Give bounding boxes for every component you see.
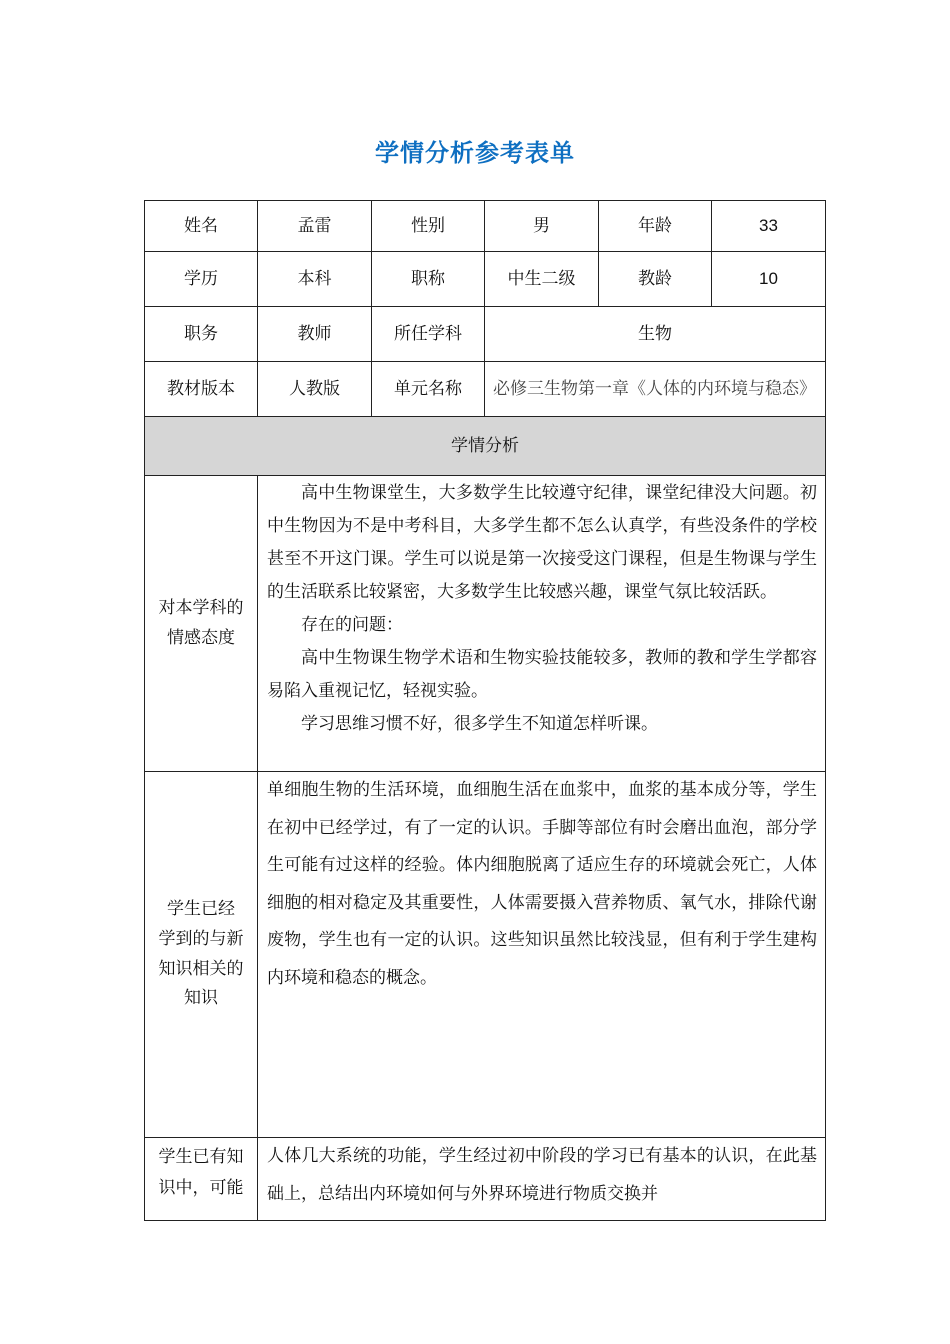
education-label: 学历 xyxy=(145,252,258,307)
attitude-paragraph: 高中生物课生物学术语和生物实验技能较多，教师的教和学生学都容易陷入重视记忆，轻视实验。 xyxy=(267,648,817,701)
known-knowledge-row xyxy=(145,772,826,1138)
title-rank-value: 中生二级 xyxy=(485,252,599,307)
prior-label-line: 学生已有知 xyxy=(158,1147,244,1167)
prior-knowledge-text: 人体几大系统的功能，学生经过初中阶段的学习已有基本的认识，在此基础上，总结出内环境如何与外界环境进行物质交换并 xyxy=(267,1146,817,1204)
known-label-line: 知识 xyxy=(184,988,218,1009)
age-label: 年龄 xyxy=(599,201,712,252)
textbook-value: 人教版 xyxy=(258,362,372,417)
known-label-line: 知识相关的 xyxy=(158,958,244,979)
attitude-paragraph: 学习思维习惯不好，很多学生不知道怎样听课。 xyxy=(301,714,658,734)
info-row-2 xyxy=(145,252,826,307)
unit-label: 单元名称 xyxy=(372,362,485,417)
info-row-3 xyxy=(145,307,826,362)
subject-value: 生物 xyxy=(485,307,826,362)
prior-knowledge-row xyxy=(145,1138,826,1221)
attitude-content xyxy=(258,476,826,772)
known-label-line: 学生已经 xyxy=(167,899,235,919)
name-label: 姓名 xyxy=(145,201,258,252)
section-header-row xyxy=(145,417,826,476)
prior-knowledge-label xyxy=(145,1138,258,1221)
known-label-line: 学到的与新 xyxy=(158,928,244,949)
attitude-label xyxy=(145,476,258,772)
attitude-paragraph: 高中生物课堂生，大多数学生比较遵守纪律，课堂纪律没大问题。初中生物因为不是中考科目，大多学生都不怎么认真学，有些没条件的学校甚至不开这门课。学生可以说是第一次接受这门课程，但是生物课与学生的生活联系比较紧密，大多数学生比较感兴趣，课堂气氛比较活跃。 xyxy=(267,483,817,602)
textbook-label: 教材版本 xyxy=(145,362,258,417)
attitude-row xyxy=(145,476,826,772)
gender-label: 性别 xyxy=(372,201,485,252)
gender-value: 男 xyxy=(485,201,599,252)
teaching-years-label: 教龄 xyxy=(599,252,712,307)
age-value: 33 xyxy=(712,201,826,252)
prior-knowledge-content xyxy=(258,1138,826,1221)
known-knowledge-text: 单细胞生物的生活环境，血细胞生活在血浆中，血浆的基本成分等，学生在初中已经学过，有了一定的认识。手脚等部位有时会磨出血泡，部分学生可能有过这样的经验。体内细胞脱离了适应生存的环境就会死亡，人体细胞的相对稳定及其重要性，人体需要摄入营养物质、氧气水，排除代谢废物，学生也有一定的认识。这些知识虽然比较浅显，但有利于学生建构内环境和稳态的概念。 xyxy=(267,780,817,988)
name-value: 孟雷 xyxy=(258,201,372,252)
teaching-years-value: 10 xyxy=(712,252,826,307)
prior-label-line: 识中，可能 xyxy=(158,1177,244,1198)
info-row-1 xyxy=(145,201,826,252)
unit-value: 必修三生物第一章《人体的内环境与稳态》 xyxy=(485,362,826,417)
attitude-label-line: 对本学科的 xyxy=(158,597,244,618)
section-title: 学情分析 xyxy=(145,417,826,476)
known-knowledge-label xyxy=(145,772,258,1138)
page-title: 学情分析参考表单 xyxy=(375,139,575,167)
position-value: 教师 xyxy=(258,307,372,362)
position-label: 职务 xyxy=(145,307,258,362)
attitude-paragraph: 存在的问题： xyxy=(301,615,403,635)
subject-label: 所任学科 xyxy=(372,307,485,362)
info-row-4 xyxy=(145,362,826,417)
analysis-form-table xyxy=(144,200,826,1221)
attitude-label-line: 情感态度 xyxy=(167,627,235,648)
known-knowledge-content xyxy=(258,772,826,1138)
education-value: 本科 xyxy=(258,252,372,307)
title-rank-label: 职称 xyxy=(372,252,485,307)
